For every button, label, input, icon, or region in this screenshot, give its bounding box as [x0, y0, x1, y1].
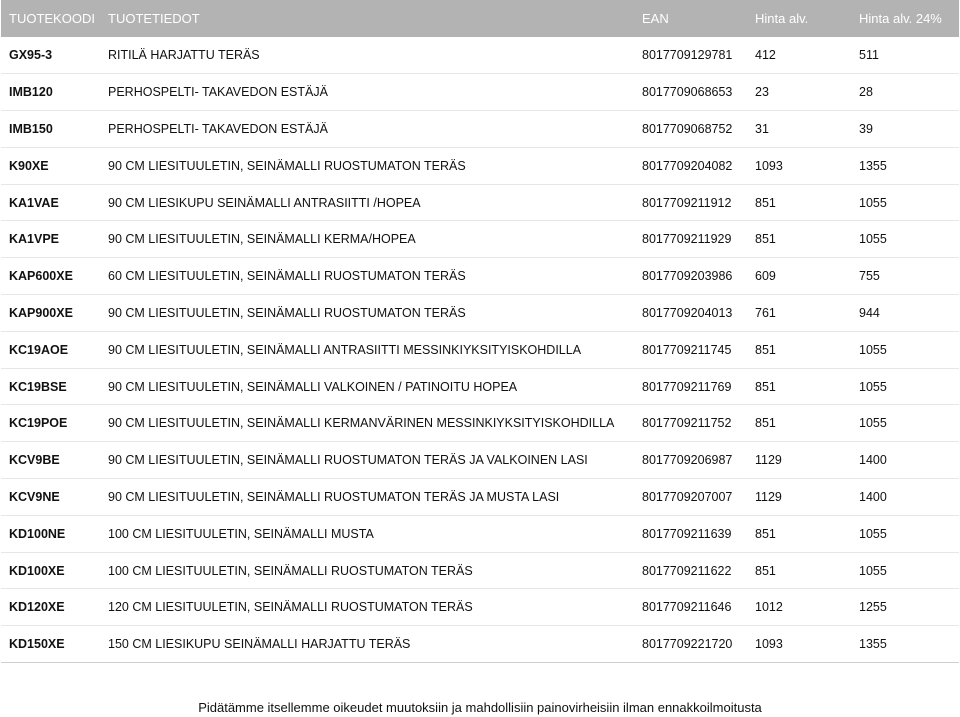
- product-description: 90 CM LIESITUULETIN, SEINÄMALLI KERMA/HOPEA: [100, 221, 634, 258]
- header-product-info: TUOTETIEDOT: [108, 11, 200, 26]
- product-description: 90 CM LIESITUULETIN, SEINÄMALLI RUOSTUMATON TERÄS JA MUSTA LASI: [100, 479, 634, 516]
- product-code: KA1VAE: [1, 184, 100, 221]
- price-vat: 1055: [851, 331, 959, 368]
- price: 1093: [747, 147, 851, 184]
- header-price: Hinta alv.: [755, 11, 809, 26]
- table-row: [1, 111, 959, 148]
- product-code: IMB120: [1, 74, 100, 111]
- product-description: 60 CM LIESITUULETIN, SEINÄMALLI RUOSTUMATON TERÄS: [100, 258, 634, 295]
- product-code: GX95-3: [1, 37, 100, 74]
- ean-code: 8017709204013: [634, 295, 747, 332]
- price-vat: 1355: [851, 147, 959, 184]
- price-vat: 28: [851, 74, 959, 111]
- table-row: [1, 479, 959, 516]
- product-description: 100 CM LIESITUULETIN, SEINÄMALLI RUOSTUMATON TERÄS: [100, 552, 634, 589]
- product-description: PERHOSPELTI- TAKAVEDON ESTÄJÄ: [100, 74, 634, 111]
- table-row: [1, 442, 959, 479]
- product-code: KAP900XE: [1, 295, 100, 332]
- price-vat: 1055: [851, 405, 959, 442]
- price: 851: [747, 331, 851, 368]
- price: 23: [747, 74, 851, 111]
- price-vat: 1355: [851, 626, 959, 663]
- product-description: 120 CM LIESITUULETIN, SEINÄMALLI RUOSTUMATON TERÄS: [100, 589, 634, 626]
- product-code: KCV9BE: [1, 442, 100, 479]
- ean-code: 8017709207007: [634, 479, 747, 516]
- ean-code: 8017709204082: [634, 147, 747, 184]
- price-vat: 1400: [851, 442, 959, 479]
- ean-code: 8017709211639: [634, 515, 747, 552]
- price-vat: 1400: [851, 479, 959, 516]
- ean-code: 8017709211752: [634, 405, 747, 442]
- product-code: KC19AOE: [1, 331, 100, 368]
- ean-code: 8017709211912: [634, 184, 747, 221]
- price-vat: 39: [851, 111, 959, 148]
- product-description: 90 CM LIESITUULETIN, SEINÄMALLI RUOSTUMATON TERÄS: [100, 295, 634, 332]
- product-description: 90 CM LIESIKUPU SEINÄMALLI ANTRASIITTI /HOPEA: [100, 184, 634, 221]
- product-description: 90 CM LIESITUULETIN, SEINÄMALLI RUOSTUMATON TERÄS: [100, 147, 634, 184]
- table-body: [1, 37, 959, 663]
- table-row: [1, 368, 959, 405]
- product-description: 100 CM LIESITUULETIN, SEINÄMALLI MUSTA: [100, 515, 634, 552]
- disclaimer-footer: Pidätämme itsellemme oikeudet muutoksiin ja mahdollisiin painovirheisiin ilman ennakkoilmoitusta: [198, 700, 762, 715]
- price-vat: 755: [851, 258, 959, 295]
- product-description: PERHOSPELTI- TAKAVEDON ESTÄJÄ: [100, 111, 634, 148]
- price-vat: 511: [851, 37, 959, 74]
- price: 1012: [747, 589, 851, 626]
- ean-code: 8017709211769: [634, 368, 747, 405]
- product-code: KD100NE: [1, 515, 100, 552]
- price: 412: [747, 37, 851, 74]
- price: 1093: [747, 626, 851, 663]
- table-row: [1, 515, 959, 552]
- price-vat: 1055: [851, 515, 959, 552]
- header-price-vat: Hinta alv. 24%: [859, 11, 942, 26]
- price-vat: 1055: [851, 552, 959, 589]
- ean-code: 8017709129781: [634, 37, 747, 74]
- product-description: 90 CM LIESITUULETIN, SEINÄMALLI KERMANVÄRINEN MESSINKIYKSITYISKOHDILLA: [100, 405, 634, 442]
- header-ean: EAN: [642, 11, 669, 26]
- product-code: KAP600XE: [1, 258, 100, 295]
- ean-code: 8017709211745: [634, 331, 747, 368]
- table-row: [1, 331, 959, 368]
- price: 1129: [747, 442, 851, 479]
- price-vat: 1055: [851, 221, 959, 258]
- table-row: [1, 258, 959, 295]
- product-description: 90 CM LIESITUULETIN, SEINÄMALLI RUOSTUMATON TERÄS JA VALKOINEN LASI: [100, 442, 634, 479]
- price-table: [1, 0, 959, 663]
- table-row: [1, 74, 959, 111]
- table-row: [1, 589, 959, 626]
- product-description: RITILÄ HARJATTU TERÄS: [100, 37, 634, 74]
- ean-code: 8017709203986: [634, 258, 747, 295]
- product-code: IMB150: [1, 111, 100, 148]
- product-description: 90 CM LIESITUULETIN, SEINÄMALLI VALKOINEN / PATINOITU HOPEA: [100, 368, 634, 405]
- price: 851: [747, 368, 851, 405]
- product-description: 90 CM LIESITUULETIN, SEINÄMALLI ANTRASIITTI MESSINKIYKSITYISKOHDILLA: [100, 331, 634, 368]
- product-code: KC19BSE: [1, 368, 100, 405]
- table-row: [1, 405, 959, 442]
- product-code: K90XE: [1, 147, 100, 184]
- price: 31: [747, 111, 851, 148]
- product-code: KA1VPE: [1, 221, 100, 258]
- price: 851: [747, 405, 851, 442]
- price-vat: 1255: [851, 589, 959, 626]
- ean-code: 8017709211929: [634, 221, 747, 258]
- product-code: KCV9NE: [1, 479, 100, 516]
- table-row: [1, 147, 959, 184]
- price: 851: [747, 221, 851, 258]
- product-code: KD100XE: [1, 552, 100, 589]
- ean-code: 8017709206987: [634, 442, 747, 479]
- table-row: [1, 184, 959, 221]
- header-row: [1, 0, 959, 37]
- table-row: [1, 295, 959, 332]
- price: 1129: [747, 479, 851, 516]
- product-code: KD150XE: [1, 626, 100, 663]
- price-vat: 944: [851, 295, 959, 332]
- product-description: 150 CM LIESIKUPU SEINÄMALLI HARJATTU TERÄS: [100, 626, 634, 663]
- price: 851: [747, 552, 851, 589]
- price-vat: 1055: [851, 184, 959, 221]
- ean-code: 8017709211646: [634, 589, 747, 626]
- table-header: [1, 0, 959, 37]
- table-row: [1, 221, 959, 258]
- header-product-code: TUOTEKOODI: [9, 11, 95, 26]
- table-row: [1, 626, 959, 663]
- product-code: KC19POE: [1, 405, 100, 442]
- price: 851: [747, 515, 851, 552]
- price: 851: [747, 184, 851, 221]
- ean-code: 8017709211622: [634, 552, 747, 589]
- ean-code: 8017709068752: [634, 111, 747, 148]
- ean-code: 8017709221720: [634, 626, 747, 663]
- price: 761: [747, 295, 851, 332]
- product-code: KD120XE: [1, 589, 100, 626]
- price-vat: 1055: [851, 368, 959, 405]
- price: 609: [747, 258, 851, 295]
- ean-code: 8017709068653: [634, 74, 747, 111]
- table-row: [1, 552, 959, 589]
- table-row: [1, 37, 959, 74]
